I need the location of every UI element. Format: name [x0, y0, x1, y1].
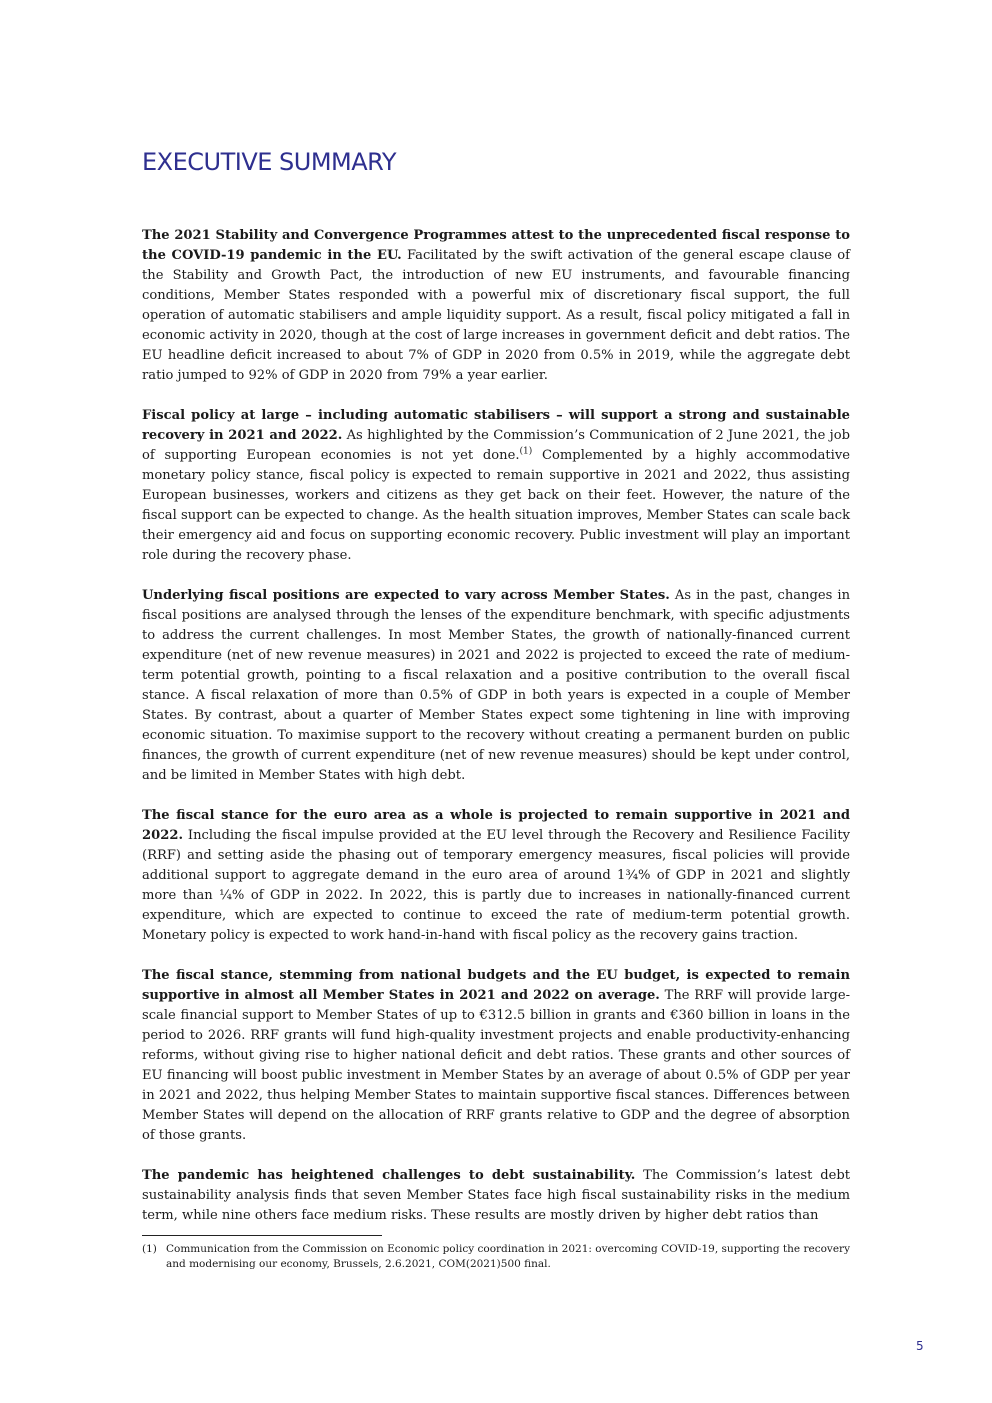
paragraph	[142, 966, 850, 1146]
paragraph-lead: The 2021 Stability and Convergence Programmes attest to the unprecedented fiscal response to the COVID-19 pandemic in the EU.	[142, 228, 850, 263]
paragraph	[142, 586, 850, 786]
paragraph	[142, 1166, 850, 1226]
paragraph-lead: Underlying fiscal positions are expected to vary across Member States.	[142, 588, 670, 603]
paragraph-body: Including the fiscal impulse provided at the EU level through the Recovery and Resilience Facility (RRF) and setting aside the phasing out of temporary emergency measures, fiscal policies will provide additional support to aggregate demand in the euro area of around 1¾% of GDP in 2021 and slightly more than ¼% of GDP in 2022. In 2022, this is partly due to increases in nationally-financed current expenditure, which are expected to continue to exceed the rate of medium-term potential growth. Monetary policy is expected to work hand-in-hand with fiscal policy as the recovery gains traction.	[142, 828, 850, 943]
footnote-mark: (1)	[142, 1243, 157, 1255]
body-text	[142, 226, 850, 1246]
paragraph	[142, 806, 850, 946]
paragraph-lead: Fiscal policy at large – including automatic stabilisers – will support a strong and sustainable recovery in 2021 and 2022.	[142, 408, 850, 443]
paragraph-body: The Commission’s latest debt sustainability analysis finds that seven Member States face high fiscal sustainability risks in the medium term, while nine others face medium risks. These results are mostly driven by higher debt ratios than	[142, 1168, 850, 1223]
footnote	[142, 1242, 850, 1272]
footnote-text: Communication from the Commission on Economic policy coordination in 2021: overcoming COVID-19, supporting the recovery and modernising our economy, Brussels, 2.6.2021, COM(2021)500 final.	[166, 1243, 850, 1270]
paragraph	[142, 226, 850, 386]
paragraph-lead: The fiscal stance for the euro area as a whole is projected to remain supportive in 2021 and 2022.	[142, 808, 850, 843]
footnote-divider	[142, 1235, 382, 1236]
paragraph	[142, 406, 850, 566]
page-title: EXECUTIVE SUMMARY	[142, 148, 396, 176]
paragraph-body: As in the past, changes in fiscal positions are analysed through the lenses of the expenditure benchmark, with specific adjustments to address the current challenges. In most Member States, the growth of nationally-financed current expenditure (net of new revenue measures) in 2021 and 2022 is projected to exceed the rate of medium-term potential growth, pointing to a fiscal relaxation and a positive contribution to the overall fiscal stance. A fiscal relaxation of more than 0.5% of GDP in both years is expected in a couple of Member States. By contrast, about a quarter of Member States expect some tightening in line with improving economic situation. To maximise support to the recovery without creating a permanent burden on public finances, the growth of current expenditure (net of new revenue measures) should be kept under control, and be limited in Member States with high debt.	[142, 588, 851, 783]
footnote-reference[interactable]: (1)	[519, 446, 533, 457]
paragraph-body: The RRF will provide large-scale financial support to Member States of up to €312.5 billion in grants and €360 billion in loans in the period to 2026. RRF grants will fund high-quality investment projects and enable productivity-enhancing reforms, without giving rise to higher national deficit and debt ratios. These grants and other sources of EU financing will boost public investment in Member States by an average of about 0.5% of GDP per year in 2021 and 2022, thus helping Member States to maintain supportive fiscal stances. Differences between Member States will depend on the allocation of RRF grants relative to GDP and the degree of absorption of those grants.	[142, 988, 850, 1143]
paragraph-body: Facilitated by the swift activation of the general escape clause of the Stability and Growth Pact, the introduction of new EU instruments, and favourable financing conditions, Member States responded with a powerful mix of discretionary fiscal support, the full operation of automatic stabilisers and ample liquidity support. As a result, fiscal policy mitigated a fall in economic activity in 2020, though at the cost of large increases in government deficit and debt ratios. The EU headline deficit increased to about 7% of GDP in 2020 from 0.5% in 2019, while the aggregate debt ratio jumped to 92% of GDP in 2020 from 79% a year earlier.	[142, 248, 850, 383]
paragraph-lead: The fiscal stance, stemming from national budgets and the EU budget, is expected to remain supportive in almost all Member States in 2021 and 2022 on average.	[142, 968, 850, 1003]
page-number: 5	[916, 1339, 924, 1353]
paragraph-body: As highlighted by the Commission’s Communication of 2 June 2021, the job of supporting European economies is not yet done.	[142, 428, 850, 463]
paragraph-body: Complemented by a highly accommodative monetary policy stance, fiscal policy is expected to remain supportive in 2021 and 2022, thus assisting European businesses, workers and citizens as they get back on their feet. However, the nature of the fiscal support can be expected to change. As the health situation improves, Member States can scale back their emergency aid and focus on supporting economic recovery. Public investment will play an important role during the recovery phase.	[142, 448, 850, 563]
paragraph-lead: The pandemic has heightened challenges to debt sustainability.	[142, 1168, 636, 1183]
